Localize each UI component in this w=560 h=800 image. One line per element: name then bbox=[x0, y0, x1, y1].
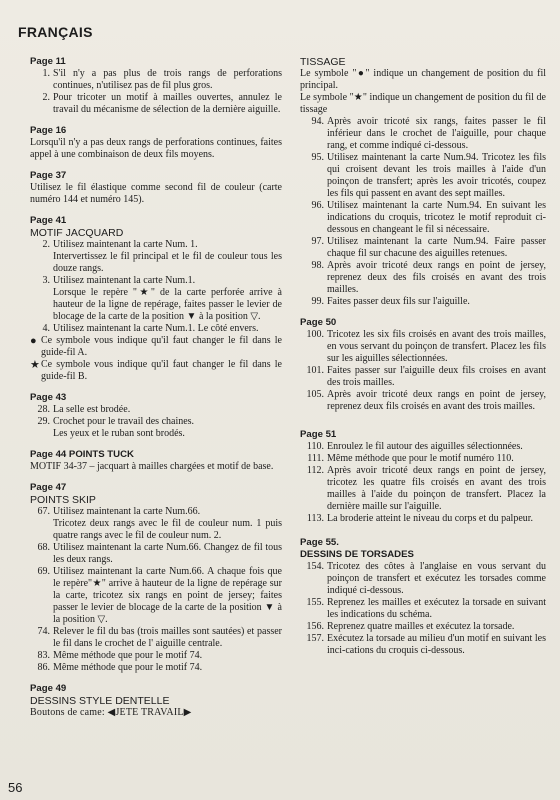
section-page-55 bbox=[300, 537, 546, 657]
list-item: 68. Utilisez maintenant la carte Num.66. Changez de fil tous les deux rangs. bbox=[37, 542, 282, 565]
list-item: 110. Enroulez le fil autour des aiguilles sélectionnées. bbox=[306, 441, 523, 452]
section-title: Page 55. bbox=[300, 537, 339, 548]
section-page-44 bbox=[30, 449, 282, 473]
section-title: Page 49 bbox=[30, 683, 67, 694]
right-column bbox=[300, 56, 546, 666]
paragraph: Le symbole "★" indique un changement de position du fil de tissage bbox=[300, 92, 546, 115]
list-item: 67. Utilisez maintenant la carte Num.66. bbox=[37, 506, 201, 517]
list-item: 95. Utilisez maintenant la carte Num.94. Tricotez les fils qui croisent devant les trois mailles à l'aide d'un poinçon de transfert; après les avoir tricotés, coupez les fils qui passent en avant des sept mailles. bbox=[311, 152, 546, 199]
list-item: 2. Utilisez maintenant la carte Num. 1. bbox=[42, 239, 198, 250]
section-title: Page 41 bbox=[30, 215, 67, 226]
section-page-49 bbox=[30, 683, 282, 719]
dot-symbol-icon: ● bbox=[30, 335, 37, 347]
section-page-37 bbox=[30, 170, 282, 206]
section-page-51 bbox=[300, 429, 546, 525]
list-item: 74. Relever le fil du bas (trois mailles sont sautées) et passer le fil dans le crochet de l' aiguille centrale. bbox=[37, 626, 282, 649]
section-page-41 bbox=[30, 215, 282, 383]
list-item: 3. Utilisez maintenant la carte Num.1. bbox=[42, 275, 196, 286]
section-subtitle: TISSAGE bbox=[300, 56, 346, 68]
star-symbol-icon: ★ bbox=[30, 359, 40, 371]
list-item: 156. Reprenez quatre mailles et exécutez la torsade. bbox=[306, 621, 515, 632]
section-page-50 bbox=[300, 317, 546, 413]
list-item: 94. Après avoir tricoté six rangs, faites passer le fil inférieur dans le crochet de l'aiguille, pour chaque rang, et comme indiqué ci-dessous. bbox=[311, 116, 546, 151]
section-subtitle: POINTS SKIP bbox=[30, 494, 96, 506]
page-number: 56 bbox=[8, 780, 23, 795]
list-item: 155. Reprenez les mailles et exécutez la torsade en suivant les indications du schéma. bbox=[306, 597, 546, 620]
section-subtitle: DESSINS STYLE DENTELLE bbox=[30, 695, 170, 707]
list-item: 99. Faites passer deux fils sur l'aiguille. bbox=[311, 296, 470, 307]
left-column bbox=[30, 56, 282, 728]
paragraph: MOTIF 34-37 – jacquart à mailles chargées et motif de base. bbox=[30, 461, 274, 472]
cam-buttons-line: Boutons de came: ◀JETE TRAVAIL▶ bbox=[30, 707, 192, 718]
paragraph: Utilisez le fil élastique comme second fil de couleur (carte numéro 144 et numéro 145). bbox=[30, 182, 282, 205]
section-page-43 bbox=[30, 392, 282, 440]
list-item: 69. Utilisez maintenant la carte Num.66. A chaque fois que le repère"★" arrive à hauteur de la ligne de repérage sur la carte, tricotez six rangs en point de jersey; faites passer le levier de blocage de la carte de la position ▼ à la position ▽. bbox=[37, 566, 282, 625]
list-item: 98. Après avoir tricoté deux rangs en point de jersey, reprenez deux des fils croisés en avant des trois mailles. bbox=[311, 260, 546, 295]
section-subtitle: DESSINS DE TORSADES bbox=[300, 549, 414, 560]
list-item: 2. Pour tricoter un motif à mailles ouvertes, annulez le travail du mécanisme de sélection de la dernière aiguille. bbox=[42, 92, 282, 115]
list-item: 105. Après avoir tricoté deux rangs en point de jersey, reprenez deux fils croisés en avant des trois mailles. bbox=[306, 389, 546, 412]
section-subtitle: MOTIF JACQUARD bbox=[30, 227, 124, 239]
list-item-continuation: Les yeux et le ruban sont brodés. bbox=[53, 428, 185, 439]
list-item: 97. Utilisez maintenant la carte Num.94. Faire passer chaque fil sur chacune des aiguilles retenues. bbox=[311, 236, 546, 259]
list-item: 111. Même méthode que pour le motif numéro 110. bbox=[307, 453, 514, 464]
list-item: 112. Après avoir tricoté deux rangs en point de jersey, tricotez les quatre fils croisés en avant des trois mailles à l'aide du poinçon de transfert. Placez la dernière maille sur l'aiguille. bbox=[306, 465, 546, 512]
list-item: 4. Utilisez maintenant la carte Num.1. Le côté envers. bbox=[42, 323, 259, 334]
symbol-note: ★ Ce symbole vous indique qu'il faut changer le fil dans le guide-fil B. bbox=[30, 359, 282, 382]
list-item: 29. Crochet pour le travail des chaines. bbox=[37, 416, 195, 427]
section-page-11 bbox=[30, 56, 282, 116]
section-title: Page 16 bbox=[30, 125, 67, 136]
section-title: Page 50 bbox=[300, 317, 337, 328]
section-tissage bbox=[300, 56, 546, 308]
section-title: Page 11 bbox=[30, 56, 66, 67]
list-item: 154. Tricotez des côtes à l'anglaise en vous servant du poinçon de transfert et exécutez les torsades comme indiqué ci-dessous. bbox=[306, 561, 546, 596]
list-item: 83. Même méthode que pour le motif 74. bbox=[37, 650, 203, 661]
list-item-continuation: Lorsque le repère "★" de la carte perforée arrive à hauteur de la ligne de repérage, faites passer le levier de blocage de la carte de la position ▼ à la position ▽. bbox=[53, 287, 282, 322]
paragraph: Lorsqu'il n'y a pas deux rangs de perforations continues, faites appel à une combinaison de deux fils moyens. bbox=[30, 137, 282, 160]
section-title: Page 43 bbox=[30, 392, 67, 403]
list-item-continuation: Intervertissez le fil principal et le fil de couleur tous les douze rangs. bbox=[53, 251, 282, 274]
paragraph: Le symbole "●" indique un changement de position du fil principal. bbox=[300, 68, 546, 91]
symbol-note: ● Ce symbole vous indique qu'il faut changer le fil dans le guide-fil A. bbox=[30, 335, 282, 358]
section-title: Page 37 bbox=[30, 170, 67, 181]
list-item: 28. La selle est brodée. bbox=[37, 404, 131, 415]
list-item: 113. La broderie atteint le niveau du corps et du palpeur. bbox=[306, 513, 534, 524]
list-item: 96. Utilisez maintenant la carte Num.94. En suivant les indications du croquis, tricotez le motif reproduit ci-dessous en changeant le fil si nécessaire. bbox=[311, 200, 546, 235]
section-page-16 bbox=[30, 125, 282, 161]
list-item: 86. Même méthode que pour le motif 74. bbox=[37, 662, 203, 673]
list-item: 157. Exécutez la torsade au milieu d'un motif en suivant les inci-cations du croquis ci-dessous. bbox=[306, 633, 546, 656]
list-item: 100. Tricotez les six fils croisés en avant des trois mailles, en vous servant du poinçon de transfert. Placez les fils sur les aiguilles sélectionnées. bbox=[306, 329, 546, 364]
section-title: Page 44 POINTS TUCK bbox=[30, 449, 134, 460]
section-title: Page 47 bbox=[30, 482, 67, 493]
list-item: 1. S'il n'y a pas plus de trois rangs de perforations continues, n'utilisez pas de fil plus gros. bbox=[42, 68, 282, 91]
list-item-continuation: Tricotez deux rangs avec le fil de couleur num. 1 puis quatre rangs avec le fil de couleur num. 2. bbox=[53, 518, 282, 541]
language-heading: FRANÇAIS bbox=[18, 24, 93, 40]
section-title: Page 51 bbox=[300, 429, 337, 440]
list-item: 101. Faites passer sur l'aiguille deux fils croises en avant des trois mailles. bbox=[306, 365, 546, 388]
section-page-47 bbox=[30, 482, 282, 674]
